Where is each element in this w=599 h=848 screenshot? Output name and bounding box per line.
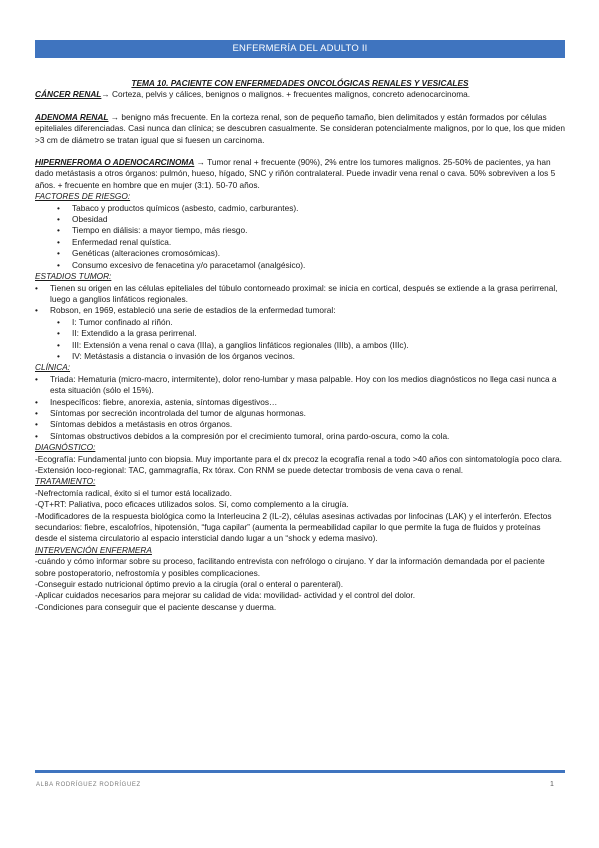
list-item: • Síntomas por secreción incontrolada del tumor de algunas hormonas. bbox=[35, 408, 565, 419]
header-title: ENFERMERÍA DEL ADULTO II bbox=[232, 43, 368, 54]
cancer-renal-paragraph bbox=[35, 89, 565, 100]
treatment-item: -QT+RT: Paliativa, poco eficaces utilizados solos. Sí, como complemento a la cirugía. bbox=[35, 499, 349, 510]
list-item: • Tabaco y productos químicos (asbesto, cadmio, carburantes). bbox=[35, 203, 565, 214]
hipernefroma-label: HIPERNEFROMA O ADENOCARCINOMA bbox=[35, 157, 195, 168]
footer-divider bbox=[35, 770, 565, 773]
treatment-heading: TRATAMIENTO: bbox=[35, 476, 96, 487]
cancer-renal-label: CÁNCER RENAL bbox=[35, 89, 102, 100]
nursing-item: -cuándo y cómo informar sobre su proceso, facilitando entrevista con nefrólogo o cirujano. Y dar la información demandada por el paciente sobre postoperatorio, nefrostomía y posibles complicaciones. bbox=[35, 556, 545, 578]
cancer-renal-text: → Corteza, pelvis y cálices, benignos o malignos. + frecuentes malignos, concreto adenocarcinoma. bbox=[101, 89, 471, 100]
adenoma-label: ADENOMA RENAL bbox=[35, 111, 109, 122]
hipernefroma-text: → Tumor renal + frecuente (90%), 2% entre los tumores malignos. 25-50% de pacientes, ya han dado metástasis a otros órganos: pulmón, hueso, hígado, SNC y riñón contralateral. Puede invadir vena renal o cava. 50% sobreviven a los 5 años. + frecuente en hombre que en mujer (3:1). 50-70 años. bbox=[35, 157, 556, 190]
list-item: • Consumo excesivo de fenacetina y/o paracetamol (analgésico). bbox=[35, 260, 565, 271]
list-item bbox=[35, 305, 565, 316]
nursing-item: -Conseguir estado nutricional óptimo previo a la cirugía (oral o enteral o parenteral). bbox=[35, 579, 344, 590]
diagnosis-item: -Ecografía: Fundamental junto con biopsia. Muy importante para el dx precoz la ecografía renal a todo >40 años con sintomatología poco clara. bbox=[35, 453, 562, 464]
clinic-heading: CLÍNICA: bbox=[35, 362, 71, 373]
page-number: 1 bbox=[550, 781, 554, 788]
list-item: • Enfermedad renal quística. bbox=[35, 237, 565, 248]
list-item: • III: Extensión a vena renal o cava (IIIa), a ganglios linfáticos regionales (IIIb), a ambos (IIIc). bbox=[35, 340, 565, 351]
nursing-item: -Condiciones para conseguir que el paciente descanse y duerma. bbox=[35, 601, 277, 612]
list-item: • Genéticas (alteraciones cromosómicas). bbox=[35, 248, 565, 259]
risk-factors-list bbox=[35, 203, 565, 271]
list-item: • Tienen su origen en las células epiteliales del túbulo contorneado proximal: se inicia en cortical, después se extiende a la grasa perirrenal, luego a ganglios linfáticos regionales. bbox=[35, 283, 565, 306]
document-body bbox=[35, 78, 565, 613]
page-title: TEMA 10. PACIENTE CON ENFERMEDADES ONCOLÓGICAS RENALES Y VESICALES bbox=[131, 78, 469, 88]
stages-heading: ESTADIOS TUMOR: bbox=[35, 271, 112, 282]
treatment-item: -Nefrectomía radical, éxito si el tumor está localizado. bbox=[35, 487, 232, 498]
stages-list bbox=[35, 283, 565, 317]
footer-author: ALBA RODRÍGUEZ RODRÍGUEZ bbox=[36, 782, 141, 788]
clinic-list bbox=[35, 374, 565, 442]
list-item: • Tiempo en diálisis: a mayor tiempo, más riesgo. bbox=[35, 225, 565, 236]
nursing-heading: INTERVENCIÓN ENFERMERA bbox=[35, 544, 152, 555]
adenoma-text: → benigno más frecuente. En la corteza renal, son de pequeño tamaño, bien delimitados y están formados por células epiteliales diferenciadas. Casi nunca dan clínica; se descubren casualmente. Se consideran potencialmente malignos, por lo que, los que miden >3 cm de diámetro se tratan igual que si fuesen un carcinoma. bbox=[35, 111, 565, 145]
nursing-item: -Aplicar cuidados necesarios para mejorar su calidad de vida: movilidad- actividad y el control del dolor. bbox=[35, 590, 416, 601]
list-item: • I: Tumor confinado al riñón. bbox=[35, 317, 565, 328]
risk-factors-heading: FACTORES DE RIESGO: bbox=[35, 191, 131, 202]
list-item: • Síntomas debidos a metástasis en otros órganos. bbox=[35, 419, 565, 430]
hipernefroma-paragraph bbox=[35, 157, 565, 191]
diagnosis-item: -Extensión loco-regional: TAC, gammagrafía, Rx tórax. Con RNM se puede detectar trombosis de vena cava o renal. bbox=[35, 465, 464, 475]
stages-intro: Robson, en 1969, estableció una serie de estadios de la enfermedad tumoral: bbox=[50, 305, 336, 316]
list-item: • Síntomas obstructivos debidos a la compresión por el crecimiento tumoral, orina pardo-oscura, como la cola. bbox=[35, 431, 565, 442]
diagnosis-heading: DIAGNÓSTICO: bbox=[35, 442, 96, 453]
list-item: • Obesidad bbox=[35, 214, 565, 225]
adenoma-paragraph bbox=[35, 112, 565, 146]
list-item: • Triada: Hematuria (micro-macro, intermitente), dolor reno-lumbar y masa palpable. Hoy con los medios diagnósticos no llega casi nunca a esta situación (sólo el 15%). bbox=[35, 374, 565, 397]
header-bar bbox=[35, 40, 565, 58]
list-item: • II: Extendido a la grasa perirrenal. bbox=[35, 328, 565, 339]
stages-sublist bbox=[35, 317, 565, 363]
treatment-item: -Modificadores de la respuesta biológica como la Interleucina 2 (IL-2), células asesinas activadas por linfocinas (LAK) y el interferón. Efectos secundarios: fiebre, escalofríos, hipotensión, “fuga capilar” (aumenta la permeabilidad capilar lo que permite la fuga de fluidos y proteínas desde el sistema circulatorio al espacio intersticial dando lugar a un “shock y edema masivo). bbox=[35, 510, 552, 544]
list-item: • Inespecíficos: fiebre, anorexia, astenia, síntomas digestivos… bbox=[35, 397, 565, 408]
list-item: • IV: Metástasis a distancia o invasión de los órganos vecinos. bbox=[35, 351, 565, 362]
